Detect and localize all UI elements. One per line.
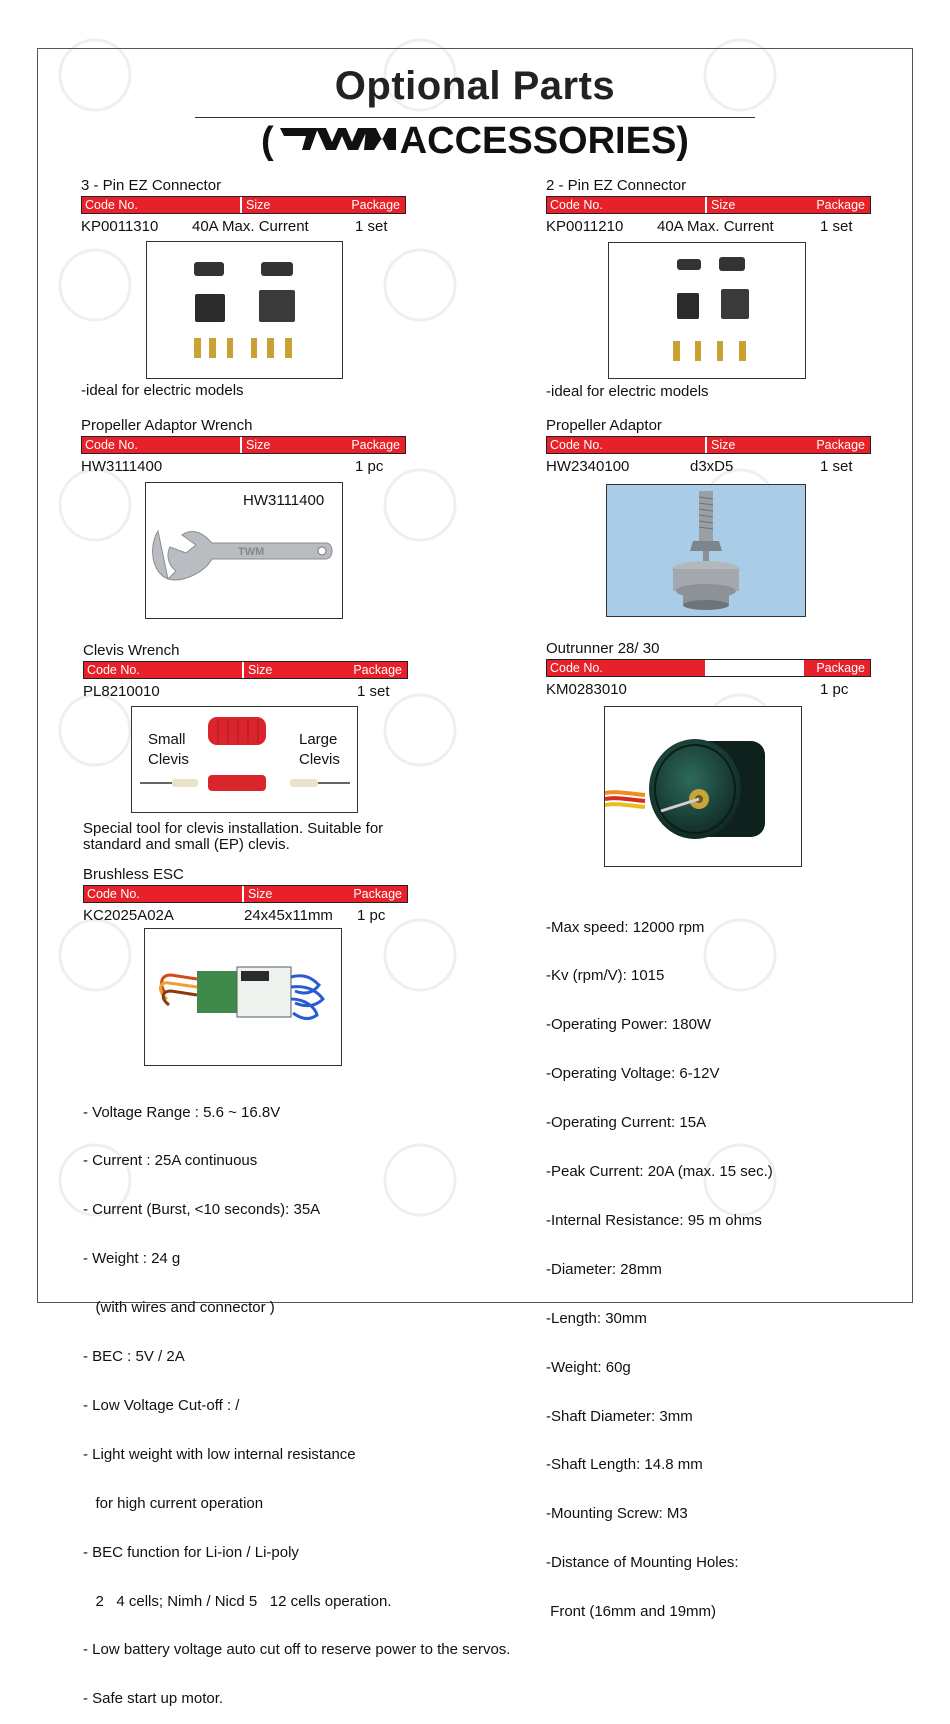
code-value: KM0283010 <box>546 681 627 698</box>
package-header: Package <box>804 437 870 453</box>
section-title: Propeller Adaptor Wrench <box>81 417 253 434</box>
spec-line: -Peak Current: 20A (max. 15 sec.) <box>546 1163 773 1181</box>
code-value: KP0011210 <box>546 218 624 235</box>
spec-line: Front (16mm and 19mm) <box>546 1603 717 1621</box>
code-value: PL8210010 <box>83 683 160 700</box>
package-header: Package <box>339 197 405 213</box>
table-header <box>83 661 408 679</box>
spec-line: - Current (Burst, <10 seconds): 35A <box>83 1201 321 1219</box>
code-value: KP0011310 <box>81 218 159 235</box>
code-header: Code No. <box>547 437 707 453</box>
spec-line: -Length: 30mm <box>546 1309 647 1327</box>
spec-line: -Operating Current: 15A <box>546 1114 707 1132</box>
note-2pin: -ideal for electric models <box>546 383 709 400</box>
spec-line: - Light weight with low internal resistance <box>83 1445 356 1463</box>
spec-line: -Weight: 60g <box>546 1358 631 1376</box>
spec-line: -Max speed: 12000 rpm <box>546 918 705 936</box>
table-row <box>546 680 871 699</box>
spec-line: - Weight : 24 g <box>83 1250 181 1268</box>
size-header-empty <box>707 660 804 676</box>
code-header: Code No. <box>547 660 707 676</box>
code-value: KC2025A02A <box>83 907 174 924</box>
page-title: Optional Parts <box>334 64 616 108</box>
size-header: Size <box>707 197 804 213</box>
wrench-image <box>145 482 343 619</box>
section-2pin-connector <box>546 177 871 236</box>
section-title: 2 - Pin EZ Connector <box>546 177 687 194</box>
connector-3pin-image <box>146 241 343 379</box>
code-value: HW2340100 <box>546 458 630 475</box>
outrunner-specs <box>546 887 773 1637</box>
spec-line: -Kv (rpm/V): 1015 <box>546 967 665 985</box>
size-header: Size <box>242 437 339 453</box>
section-title: Propeller Adaptor <box>546 417 662 434</box>
table-header <box>546 436 871 454</box>
esc-specs <box>83 1072 510 1724</box>
spec-line: -Operating Power: 180W <box>546 1016 712 1034</box>
package-header: Package <box>341 886 407 902</box>
spec-line: -Mounting Screw: M3 <box>546 1505 688 1523</box>
package-value: 1 set <box>820 458 853 475</box>
spec-line: -Shaft Diameter: 3mm <box>546 1407 693 1425</box>
size-header: Size <box>707 437 804 453</box>
table-row <box>546 217 871 236</box>
spec-line: 2 4 cells; Nimh / Nicd 5 12 cells operation. <box>83 1592 392 1610</box>
size-value: 40A Max. Current <box>192 218 309 235</box>
section-outrunner <box>546 640 871 699</box>
spec-line: -Shaft Length: 14.8 mm <box>546 1456 703 1474</box>
table-row <box>81 217 406 236</box>
spec-line: -Distance of Mounting Holes: <box>546 1554 739 1572</box>
spec-line: - Low Voltage Cut-off : / <box>83 1396 240 1414</box>
table-header <box>81 436 406 454</box>
package-value: 1 set <box>355 218 388 235</box>
package-header: Package <box>804 197 870 213</box>
propeller-adaptor-image <box>606 484 806 617</box>
spec-line: - Voltage Range : 5.6 ~ 16.8V <box>83 1103 281 1121</box>
svg-text:TWM: TWM <box>238 546 265 558</box>
page-subtitle <box>0 120 950 164</box>
outrunner-motor-image <box>604 706 802 867</box>
table-header <box>83 885 408 903</box>
section-clevis-wrench <box>83 642 408 701</box>
table-header <box>546 659 871 677</box>
large-clevis-label: Large Clevis <box>299 731 340 768</box>
package-value: 1 pc <box>820 681 849 698</box>
package-header: Package <box>804 660 870 676</box>
subtitle-open-paren: ( <box>261 120 274 162</box>
spec-line: - BEC : 5V / 2A <box>83 1348 185 1366</box>
spec-line: - Safe start up motor. <box>83 1690 224 1708</box>
size-header: Size <box>244 886 341 902</box>
section-title: Brushless ESC <box>83 866 184 883</box>
spec-line: -Diameter: 28mm <box>546 1260 662 1278</box>
clevis-note: Special tool for clevis installation. Suitable for standard and small (EP) clevis. <box>83 820 384 854</box>
package-value: 1 set <box>357 683 390 700</box>
subtitle-text: ACCESSORIES) <box>399 120 689 162</box>
spec-line: - BEC function for Li-ion / Li-poly <box>83 1543 299 1561</box>
table-header <box>546 196 871 214</box>
size-header: Size <box>244 662 341 678</box>
code-value: HW3111400 <box>81 458 163 475</box>
code-header: Code No. <box>82 437 242 453</box>
section-title: Clevis Wrench <box>83 642 180 659</box>
title-divider <box>195 117 755 118</box>
package-value: 1 pc <box>357 907 386 924</box>
section-title: Outrunner 28/ 30 <box>546 640 660 657</box>
spec-line: (with wires and connector ) <box>83 1299 275 1317</box>
wrench-image-label: HW3111400 <box>243 492 325 509</box>
size-value: d3xD5 <box>690 458 734 475</box>
spec-line: - Current : 25A continuous <box>83 1152 258 1170</box>
package-header: Package <box>341 662 407 678</box>
code-header: Code No. <box>84 662 244 678</box>
code-header: Code No. <box>547 197 707 213</box>
spec-line: -Internal Resistance: 95 m ohms <box>546 1211 762 1229</box>
table-row <box>81 457 406 476</box>
table-row <box>83 906 408 925</box>
package-value: 1 set <box>820 218 853 235</box>
section-propeller-adaptor-wrench <box>81 417 406 476</box>
twm-logo <box>278 121 396 164</box>
size-value: 24x45x11mm <box>244 907 333 924</box>
section-title: 3 - Pin EZ Connector <box>81 177 222 194</box>
note-3pin: -ideal for electric models <box>81 382 244 399</box>
table-header <box>81 196 406 214</box>
clevis-wrench-image <box>131 706 358 813</box>
code-header: Code No. <box>82 197 242 213</box>
table-row <box>83 682 408 701</box>
spec-line: - Low battery voltage auto cut off to reserve power to the servos. <box>83 1641 511 1659</box>
connector-2pin-image <box>608 242 806 379</box>
spec-line: -Operating Voltage: 6-12V <box>546 1065 720 1083</box>
table-row <box>546 457 871 476</box>
section-3pin-connector <box>81 177 406 236</box>
package-value: 1 pc <box>355 458 384 475</box>
small-clevis-label: Small Clevis <box>148 731 189 768</box>
code-header: Code No. <box>84 886 244 902</box>
esc-image <box>144 928 342 1066</box>
section-propeller-adaptor <box>546 417 871 476</box>
package-header: Package <box>339 437 405 453</box>
size-header: Size <box>242 197 339 213</box>
section-brushless-esc <box>83 866 408 925</box>
size-value: 40A Max. Current <box>657 218 774 235</box>
spec-line: for high current operation <box>83 1494 264 1512</box>
